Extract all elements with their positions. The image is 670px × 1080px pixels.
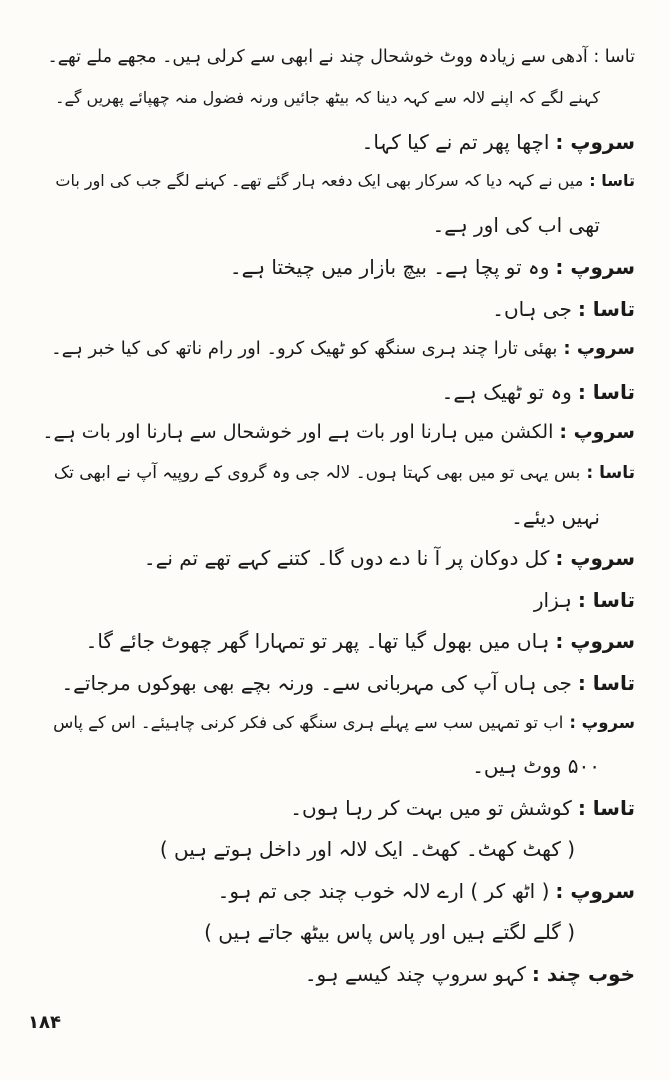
text-line (40, 169, 645, 211)
line-text: تھی اب کی اور ہے۔ (432, 213, 600, 238)
speaker-label: سروپ : (563, 338, 635, 360)
line-text: اب تو تمہیں سب سے پہلے ہری سنگھ کی فکر کرنی چاہیئے۔ اس کے پاس (53, 712, 564, 732)
text-line (40, 710, 645, 752)
speaker-label: سروپ : (555, 130, 635, 155)
line-text: کوشش تو میں بہت کر رہا ہوں۔ (290, 795, 572, 820)
line-text: ۵۰۰ ووٹ ہیں۔ (472, 754, 600, 779)
line-text: بھئی تارا چند ہری سنگھ کو ٹھیک کرو۔ اور رام ناتھ کی کیا خبر ہے۔ (51, 338, 558, 360)
speaker-label: سروپ : (559, 421, 635, 444)
speaker-label: تاسا : (586, 462, 635, 483)
text-line (40, 294, 645, 336)
line-text: نہیں دیئے۔ (511, 504, 600, 529)
text-line (40, 335, 645, 377)
line-text: ہزار (533, 587, 572, 612)
text-line (40, 917, 645, 959)
text-line (40, 626, 645, 668)
text-line (40, 834, 645, 876)
text-line (40, 502, 645, 544)
text-line (40, 210, 645, 252)
speaker-label: تاسا : (577, 795, 635, 820)
text-line (40, 86, 645, 128)
line-text: وہ تو پچا ہے۔ بیچ بازار میں چیختا ہے۔ (229, 254, 550, 279)
text-line (40, 418, 645, 460)
text-line (40, 585, 645, 627)
line-text: کہنے لگے کہ اپنے لالہ سے کہہ دینا کہ بیٹھ جائیں ورنہ فضول منہ چھپائے پھریں گے۔ (55, 87, 600, 107)
line-text: ( اٹھ کر ) ارے لالہ خوب چند جی تم ہو۔ (217, 878, 550, 903)
speaker-label: خوب چند : (531, 962, 635, 987)
page-number: ۱۸۴ (28, 1012, 61, 1033)
line-text: میں نے کہہ دیا کہ سرکار بھی ایک دفعہ ہار گئے تھے۔ کہنے لگے جب کی اور بات (55, 170, 584, 190)
line-text: بس یہی تو میں بھی کہتا ہوں۔ لالہ جی وہ گروی کے روپیہ آپ نے ابھی تک (53, 462, 581, 483)
text-line (40, 127, 645, 169)
speaker-label: تاسا : (577, 296, 635, 321)
speaker-label: سروپ : (555, 546, 635, 571)
line-text: جی ہاں۔ (492, 296, 572, 321)
line-text: ہاں میں بھول گیا تھا۔ پھر تو تمہارا گھر چھوٹ جائے گا۔ (85, 629, 550, 654)
speaker-label: تاسا : (577, 379, 635, 404)
speaker-label: تاسا : (577, 587, 635, 612)
text-line (40, 959, 645, 1001)
text-line (40, 252, 645, 294)
line-text: وہ تو ٹھیک ہے۔ (441, 379, 572, 404)
text-line (40, 44, 645, 86)
speaker-label: تاسا : (589, 170, 635, 190)
page-text-block (40, 44, 645, 1001)
text-line (40, 793, 645, 835)
speaker-label: تاسا : (577, 670, 635, 695)
speaker-label: سروپ : (555, 878, 635, 903)
speaker-label: سروپ : (555, 254, 635, 279)
speaker-label: سروپ : (569, 712, 635, 732)
text-line (40, 668, 645, 710)
line-text: ( گلے لگتے ہیں اور پاس پاس بیٹھ جاتے ہیں ) (204, 920, 575, 945)
text-line (40, 460, 645, 502)
text-line (40, 377, 645, 419)
text-line (40, 876, 645, 918)
line-text: جی ہاں آپ کی مہربانی سے۔ ورنہ بچے بھی بھوکوں مرجاتے۔ (61, 670, 572, 695)
line-text: کہو سروپ چند کیسے ہو۔ (304, 962, 526, 987)
line-text: اچھا پھر تم نے کیا کہا۔ (361, 130, 550, 155)
line-text: تاسا : آدھی سے زیادہ ووٹ خوشحال چند نے ابھی سے کرلی ہیں۔ مجھے ملے تھے۔ (47, 47, 635, 67)
text-line (40, 751, 645, 793)
line-text: کل دوکان پر آ نا دے دوں گا۔ کتنے کہے تھے تم نے۔ (143, 546, 550, 571)
speaker-label: سروپ : (555, 629, 635, 654)
line-text: الکشن میں ہارنا اور بات ہے اور خوشحال سے ہارنا اور بات ہے۔ (42, 421, 554, 444)
text-line (40, 543, 645, 585)
line-text: ( کھٹ کھٹ۔ کھٹ۔ ایک لالہ اور داخل ہوتے ہیں ) (159, 837, 575, 862)
